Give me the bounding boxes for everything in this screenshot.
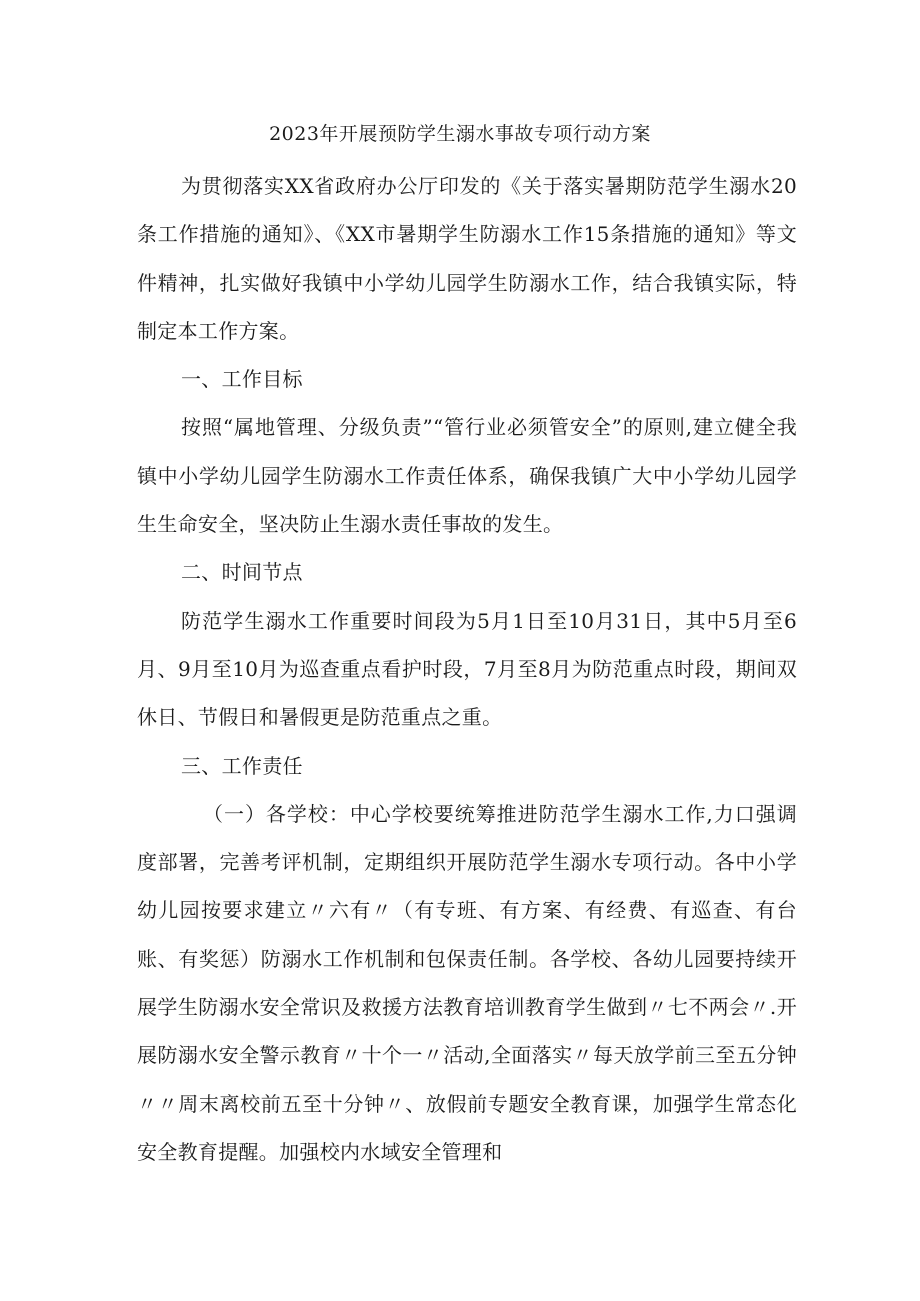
section-heading-goals: 一、工作目标 (181, 367, 303, 392)
section-heading-timeline: 二、时间节点 (181, 560, 303, 585)
section-text-timeline: 防范学生溺水工作重要时间段为5月1日至10月31日，其中5月至6月、9月至10月为巡查重点看护时段，7月至8月为防范重点时段，期间双休日、节假日和暑假更是防范重点之重。 (137, 608, 797, 730)
intro-paragraph: 为贯彻落实XX省政府办公厅印发的《关于落实暑期防范学生溺水20条工作措施的通知》、《XX市暑期学生防溺水工作15条措施的通知》等文件精神，扎实做好我镇中小学幼儿园学生防溺水工作，结合我镇实际，特制定本工作方案。 (137, 174, 797, 343)
section-heading-responsibility: 三、工作责任 (181, 753, 303, 778)
section-text-responsibility: （一）各学校：中心学校要统筹推进防范学生溺水工作,力口强调度部署，完善考评机制，定期组织开展防范学生溺水专项行动。各中小学幼儿园按要求建立〃六有〃（有专班、有方案、有经费、有巡查、有台账、有奖惩）防溺水工作机制和包保责任制。各学校、各幼儿园要持续开展学生防溺水安全常识及救援方法教育培训教育学生做到〃七不两会〃.开展防溺水安全警示教育〃十个一〃活动,全面落实〃每天放学前三至五分钟〃〃周末离校前五至十分钟〃、放假前专题安全教育课，加强学生常态化安全教育提醒。加强校内水域安全管理和 (137, 801, 797, 1164)
document-title: 2023年开展预防学生溺水事故专项行动方案 (269, 123, 651, 145)
section-text-goals: 按照“属地管理、分级负责”“管行业必须管安全”的原则,建立健全我镇中小学幼儿园学生防溺水工作责任体系，确保我镇广大中小学幼儿园学生生命安全，坚决防止生溺水责任事故的发生。 (137, 415, 797, 537)
document-body (137, 162, 797, 1176)
